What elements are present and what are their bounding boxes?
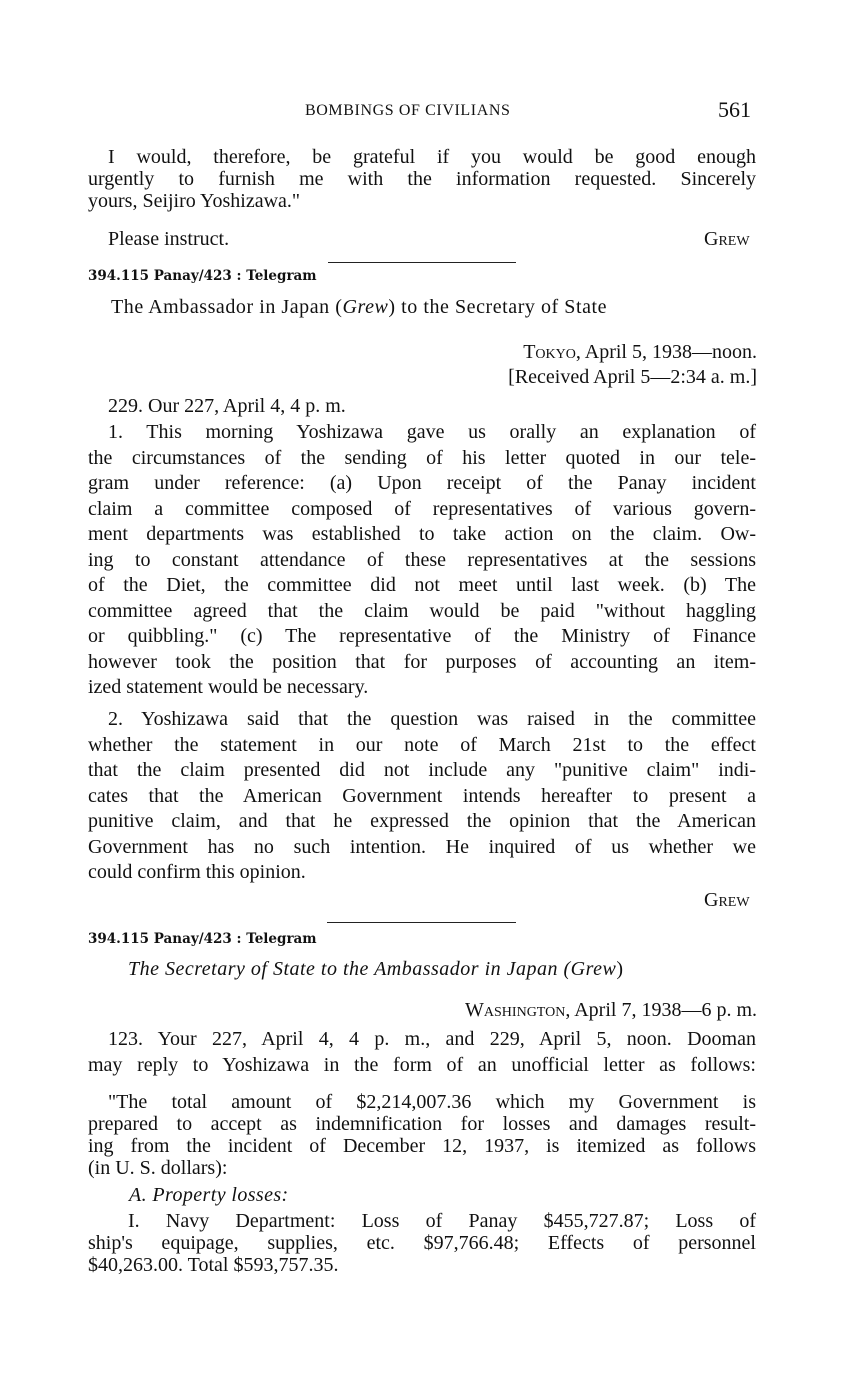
title-name: Grew [342,296,389,318]
running-title: BOMBINGS OF CIVILIANS [305,102,511,119]
paragraph-1 [88,420,756,701]
text-line: or quibbling." (c) The representative of the Ministry of Finance [88,625,756,647]
text-line: 1. This morning Yoshizawa gave us orally an explanation of [108,421,756,443]
text-line: ship's equipage, supplies, etc. $97,766.48; Effects of personnel [88,1232,756,1254]
text-line: I would, therefore, be grateful if you would be good enough [108,146,756,168]
document-title [128,958,624,981]
dateline-date: , April 5, 1938—noon. [575,341,757,363]
text-line: however took the position that for purposes of accounting an item- [88,650,756,673]
title-text: The Secretary of State to the Ambassador in Japan ( [128,958,571,980]
title-name: Grew [570,958,617,980]
text-line: could confirm this opinion. [88,861,306,883]
dateline-place: Tokyo [523,341,576,363]
text-line: urgently to furnish me with the information requested. Sincerely [88,168,756,190]
text-line: 123. Your 227, April 4, 4 p. m., and 229, April 5, noon. Dooman [108,1028,756,1050]
text-line: ized statement would be necessary. [88,676,369,698]
text-line: "The total amount of $2,214,007.36 which my Government is [108,1091,756,1113]
divider-line [328,262,516,263]
text-line: yours, Seijiro Yoshizawa." [88,190,301,212]
item-paragraph [88,1210,756,1276]
received-line: [Received April 5—2:34 a. m.] [508,366,757,388]
telegram-opening: 229. Our 227, April 4, 4 p. m. [108,395,346,417]
dateline [523,341,757,364]
quoted-letter [88,1091,756,1179]
paragraph-3 [88,1027,756,1078]
text-line: committee agreed that the claim would be paid "without haggling [88,599,756,622]
document-title [111,296,607,319]
text-line: claim a committee composed of representatives of various govern- [88,497,756,520]
text-line: whether the statement in our note of March 21st to the effect [88,733,756,756]
text-line: ing from the incident of December 12, 1937, is itemized as follows [88,1135,756,1157]
title-text: The Ambassador in Japan ( [111,296,343,318]
paragraph-2 [88,707,756,886]
dateline-place: Washington [465,999,566,1021]
intro-paragraph [88,146,756,212]
text-line: 2. Yoshizawa said that the question was raised in the committee [108,708,756,730]
text-line: cates that the American Government intends hereafter to present a [88,784,756,807]
title-text: ) [616,958,624,980]
text-line: punitive claim, and that he expressed the opinion that the American [88,810,756,832]
text-line: may reply to Yoshizawa in the form of an unofficial letter as follows: [88,1053,756,1076]
section-heading: A. Property losses: [129,1184,289,1206]
text-line: prepared to accept as indemnification for losses and damages result- [88,1113,756,1135]
dateline [465,999,757,1022]
dateline-date: , April 7, 1938—6 p. m. [565,999,757,1021]
text-line: the circumstances of the sending of his letter quoted in our tele- [88,446,756,469]
signature-grew: Grew [704,889,750,911]
signature-grew: Grew [704,228,750,250]
text-line: ment departments was established to take action on the claim. Ow- [88,523,756,545]
file-reference: 394.115 Panay/423 : Telegram [88,268,317,284]
file-reference: 394.115 Panay/423 : Telegram [88,931,317,947]
page-number: 561 [718,97,751,122]
text-line: I. Navy Department: Loss of Panay $455,727.87; Loss of [128,1210,756,1232]
text-line: gram under reference: (a) Upon receipt of the Panay incident [88,472,756,494]
text-line: (in U. S. dollars): [88,1157,228,1179]
text-line: of the Diet, the committee did not meet until last week. (b) The [88,574,756,596]
divider-line [327,922,516,923]
text-line: ing to constant attendance of these representatives at the sessions [88,548,756,571]
instruct-line: Please instruct. [108,228,230,250]
text-line: $40,263.00. Total $593,757.35. [88,1254,339,1276]
text-line: Government has no such intention. He inquired of us whether we [88,835,756,858]
text-line: that the claim presented did not include any "punitive claim" indi- [88,759,756,781]
title-text: ) to the Secretary of State [388,296,608,318]
